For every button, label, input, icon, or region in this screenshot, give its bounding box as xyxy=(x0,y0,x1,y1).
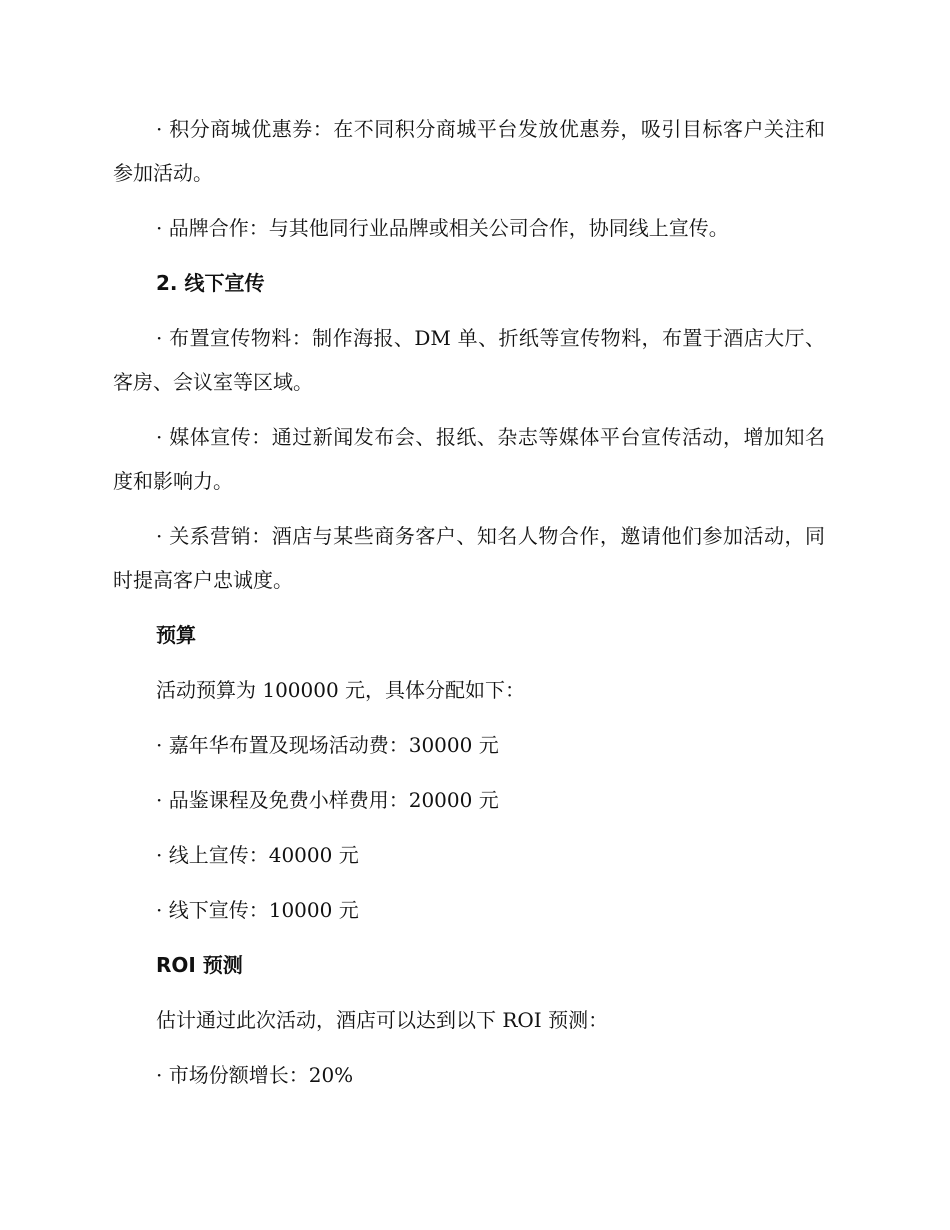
bullet-budget-carnival: · 嘉年华布置及现场活动费：30000 元 xyxy=(156,733,499,757)
bullet-budget-tasting: · 品鉴课程及免费小样费用：20000 元 xyxy=(156,788,499,812)
budget-intro: 活动预算为 100000 元，具体分配如下： xyxy=(156,678,526,702)
bullet-budget-online: · 线上宣传：40000 元 xyxy=(156,843,359,867)
bullet-brand-cooperation: · 品牌合作：与其他同行业品牌或相关公司合作，协同线上宣传。 xyxy=(156,216,729,240)
bullet-market-share: · 市场份额增长：20% xyxy=(156,1063,354,1087)
section-heading-roi: ROI 预测 xyxy=(156,953,243,977)
bullet-relationship-marketing: · 关系营销：酒店与某些商务客户、知名人物合作，邀请他们参加活动，同时提高客户忠诚度。 xyxy=(113,524,825,592)
roi-intro: 估计通过此次活动，酒店可以达到以下 ROI 预测： xyxy=(156,1008,609,1032)
document-page xyxy=(113,107,825,1097)
bullet-points-mall-coupon: · 积分商城优惠券：在不同积分商城平台发放优惠券，吸引目标客户关注和参加活动。 xyxy=(113,117,825,185)
bullet-promo-materials: · 布置宣传物料：制作海报、DM 单、折纸等宣传物料，布置于酒店大厅、客房、会议室等区域。 xyxy=(113,326,825,394)
bullet-budget-offline: · 线下宣传：10000 元 xyxy=(156,898,359,922)
section-heading-offline: 2. 线下宣传 xyxy=(156,271,265,295)
section-heading-budget: 预算 xyxy=(156,623,196,647)
bullet-media-promo: · 媒体宣传：通过新闻发布会、报纸、杂志等媒体平台宣传活动，增加知名度和影响力。 xyxy=(113,425,825,493)
